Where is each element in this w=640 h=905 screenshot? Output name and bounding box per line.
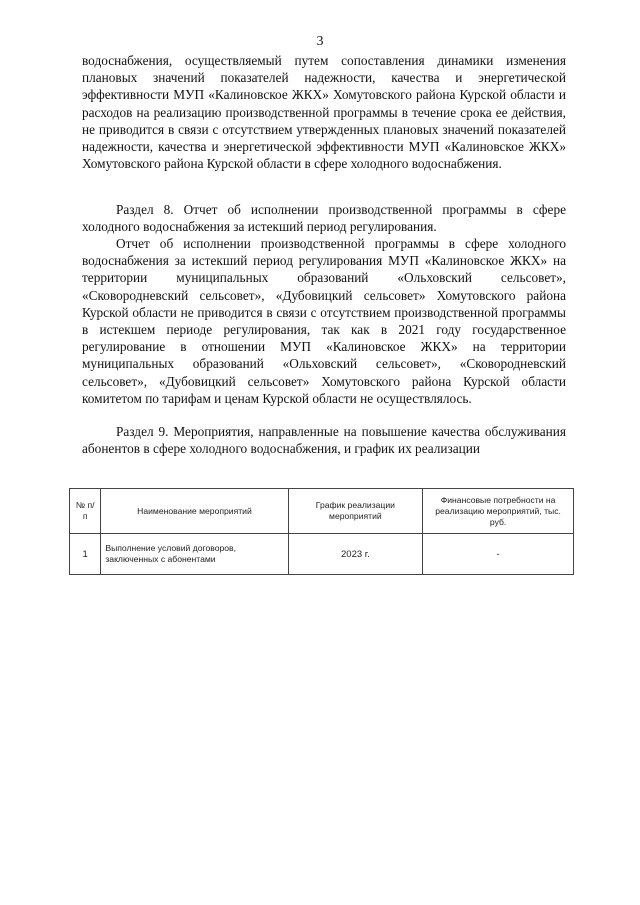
section-8-body: Отчет об исполнении производственной программы в сфере холодного водоснабжения за истекший период регулирования МУП «Калиновское ЖКХ» на территории муниципальных образований «Ольховский сельсовет», «Сковородневский сельсовет», «Дубовицкий сельсовет» Хомутовского района Курской области не приводится в связи с отсутствием производственной программы в истекшем периоде регулирования, так как в 2021 году государственное регулирование в отношении МУП «Калиновское ЖКХ» на территории муниципальных образований «Ольховский сельсовет», «Сковородневский сельсовет», «Дубовицкий сельсовет» Хомутовского района Курской области комитетом по тарифам и ценам Курской области не осуществлялось. (82, 236, 566, 406)
paragraph-1: водоснабжения, осуществляемый путем сопоставления динамики изменения плановых значений показателей надежности, качества и энергетической эффективности МУП «Калиновское ЖКХ» Хомутовского района Курской области и расходов на реализацию производственной программы в течение срока ее действия, не приводится в связи с отсутствием утвержденных плановых значений показателей надежности, качества и энергетической эффективности МУП «Калиновское ЖКХ» Хомутовского района Курской области в сфере холодного водоснабжения. (82, 53, 566, 172)
table-header-row (70, 489, 574, 534)
page-number: 3 (316, 34, 324, 49)
section-8-heading: Раздел 8. Отчет об исполнении производственной программы в сфере холодного водоснабжения за истекший период регулирования. (82, 202, 566, 235)
cell-num: 1 (70, 534, 101, 575)
cell-finance: - (423, 534, 574, 575)
header-num: № п/п (70, 489, 101, 534)
measures-table (69, 488, 574, 575)
table-row (70, 534, 574, 575)
header-name: Наименование мероприятий (101, 489, 288, 534)
header-schedule: График реализации мероприятий (288, 489, 423, 534)
cell-name: Выполнение условий договоров, заключенных с абонентами (101, 534, 288, 575)
section-9-heading: Раздел 9. Мероприятия, направленные на повышение качества обслуживания абонентов в сфере холодного водоснабжения, и график их реализации (82, 424, 566, 457)
header-finance: Финансовые потребности на реализацию мероприятий, тыс. руб. (423, 489, 574, 534)
cell-schedule: 2023 г. (288, 534, 423, 575)
